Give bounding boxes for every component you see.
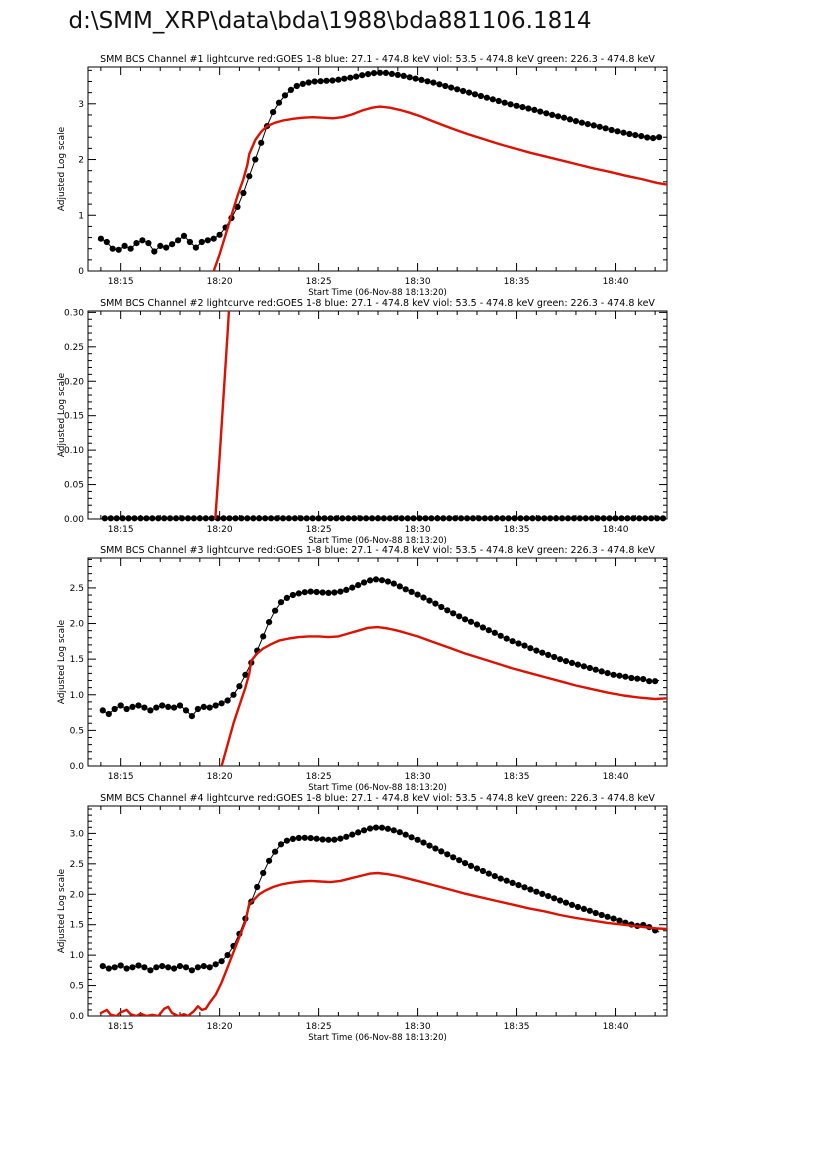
chart-4-title: SMM BCS Channel #4 lightcurve red:GOES 1-8 blue: 27.1 - 474.8 keV viol: 53.5 - 474.8 keV green: 226.3 - 474.8 keV xyxy=(100,793,655,804)
y-tick-label: 0.30 xyxy=(63,308,84,319)
axes-ticks xyxy=(88,806,667,1016)
y-tick-label: 2 xyxy=(78,155,84,166)
x-tick-label: 18:35 xyxy=(503,1022,530,1032)
y-tick-label: 0.10 xyxy=(63,446,84,457)
x-axis-title: Start Time (06-Nov-88 18:13:20) xyxy=(308,288,447,298)
goes-curve xyxy=(222,627,667,766)
plot-frame xyxy=(88,311,667,519)
chart-4 xyxy=(57,793,667,1043)
x-tick-label: 18:30 xyxy=(404,277,431,287)
x-axis-title: Start Time (06-Nov-88 18:13:20) xyxy=(308,783,447,793)
main-title: d:\SMM_XRP\data\bda\1988\bda881106.1814 xyxy=(68,8,592,34)
chart-1-title: SMM BCS Channel #1 lightcurve red:GOES 1-8 blue: 27.1 - 474.8 keV viol: 53.5 - 474.8 keV green: 226.3 - 474.8 keV xyxy=(100,54,655,65)
y-tick-label: 1.0 xyxy=(69,951,84,962)
y-tick-label: 0.0 xyxy=(69,762,84,772)
axis-tick-labels xyxy=(78,100,629,287)
y-tick-label: 0.5 xyxy=(69,726,84,737)
bcs-points-series xyxy=(98,70,662,255)
x-tick-label: 18:15 xyxy=(107,772,134,782)
plot-frame xyxy=(88,806,667,1016)
y-tick-label: 0.0 xyxy=(69,1012,84,1022)
y-tick-label: 0.00 xyxy=(63,515,84,525)
x-tick-label: 18:30 xyxy=(404,772,431,782)
x-tick-label: 18:20 xyxy=(206,277,233,287)
y-axis-title: Adjusted Log scale xyxy=(57,372,67,458)
y-tick-label: 2.5 xyxy=(69,583,84,594)
x-tick-label: 18:30 xyxy=(404,1022,431,1032)
goes-curve xyxy=(101,873,667,1016)
x-tick-label: 18:20 xyxy=(206,1022,233,1032)
x-tick-label: 18:40 xyxy=(602,1022,629,1032)
chart-2-title: SMM BCS Channel #2 lightcurve red:GOES 1-8 blue: 27.1 - 474.8 keV viol: 53.5 - 474.8 keV green: 226.3 - 474.8 keV xyxy=(100,298,655,309)
axes-ticks xyxy=(88,558,667,766)
x-tick-label: 18:40 xyxy=(602,277,629,287)
y-tick-label: 1 xyxy=(78,211,84,222)
x-axis-title: Start Time (06-Nov-88 18:13:20) xyxy=(308,536,447,546)
x-tick-label: 18:20 xyxy=(206,772,233,782)
chart-3 xyxy=(57,545,667,793)
y-tick-label: 3 xyxy=(78,99,84,110)
x-tick-label: 18:40 xyxy=(602,772,629,782)
y-tick-label: 0.15 xyxy=(63,411,84,422)
y-axis-title: Adjusted Log scale xyxy=(57,868,67,954)
y-tick-label: 0.25 xyxy=(63,342,84,353)
x-tick-label: 18:25 xyxy=(305,772,332,782)
y-tick-label: 1.5 xyxy=(69,920,84,931)
y-tick-label: 1.5 xyxy=(69,655,84,666)
x-axis-title: Start Time (06-Nov-88 18:13:20) xyxy=(308,1033,447,1043)
x-tick-label: 18:15 xyxy=(107,277,134,287)
x-tick-label: 18:15 xyxy=(107,525,134,535)
y-axis-title: Adjusted Log scale xyxy=(57,126,67,212)
x-tick-label: 18:25 xyxy=(305,277,332,287)
axis-tick-labels xyxy=(70,584,629,782)
y-axis-title: Adjusted Log scale xyxy=(57,619,67,705)
y-tick-label: 0.05 xyxy=(63,480,84,491)
y-tick-label: 2.5 xyxy=(69,859,84,870)
bcs-points-series xyxy=(100,825,659,974)
y-tick-label: 0 xyxy=(78,267,84,277)
axis-tick-labels xyxy=(70,829,629,1032)
x-tick-label: 18:35 xyxy=(503,277,530,287)
plot-frame xyxy=(88,67,667,271)
x-tick-label: 18:15 xyxy=(107,1022,134,1032)
y-tick-label: 1.0 xyxy=(69,690,84,701)
chart-2 xyxy=(57,285,667,546)
x-tick-label: 18:35 xyxy=(503,525,530,535)
plot-frame xyxy=(88,558,667,766)
goes-curve xyxy=(214,107,667,271)
bcs-points-series xyxy=(100,576,659,719)
x-tick-label: 18:30 xyxy=(404,525,431,535)
axes-ticks xyxy=(88,311,667,519)
x-tick-label: 18:20 xyxy=(206,525,233,535)
chart-3-title: SMM BCS Channel #3 lightcurve red:GOES 1-8 blue: 27.1 - 474.8 keV viol: 53.5 - 474.8 keV green: 226.3 - 474.8 keV xyxy=(100,545,655,556)
x-tick-label: 18:35 xyxy=(503,772,530,782)
x-tick-label: 18:25 xyxy=(305,1022,332,1032)
chart-1 xyxy=(57,54,667,298)
x-tick-label: 18:40 xyxy=(602,525,629,535)
x-tick-label: 18:25 xyxy=(305,525,332,535)
axis-tick-labels xyxy=(64,308,629,535)
goes-curve xyxy=(215,285,230,519)
y-tick-label: 3.0 xyxy=(69,829,84,840)
y-tick-label: 0.5 xyxy=(69,981,84,992)
y-tick-label: 0.20 xyxy=(63,377,84,388)
axes-ticks xyxy=(88,67,667,271)
y-tick-label: 2.0 xyxy=(69,619,84,630)
bcs-points-series xyxy=(102,515,666,521)
y-tick-label: 2.0 xyxy=(69,890,84,901)
